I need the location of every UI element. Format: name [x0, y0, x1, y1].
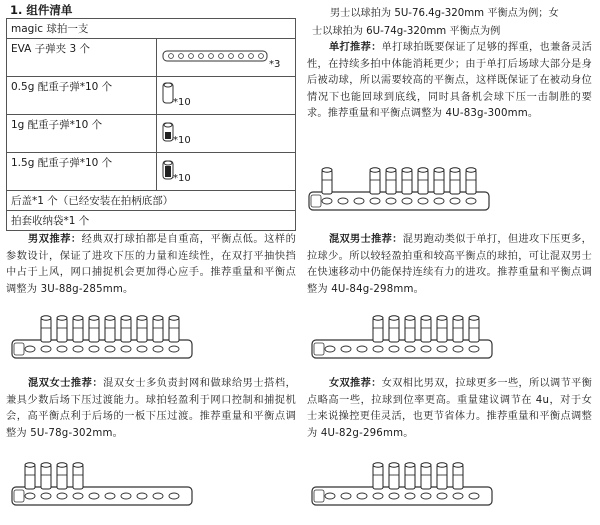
womens-doubles-text: 女双相比男双，拉球更多一些，所以调节平衡点略高一些，拉球到位率更高。重量建议调节在 4u，对于女士来说操控更佳灵活，也更节省体力。推荐重量和平衡点调整为 4U-82g-296mm。: [307, 378, 593, 439]
weight-body: [434, 170, 444, 194]
clip-end-cap: [14, 343, 24, 355]
eva-qty: *3: [269, 59, 281, 70]
weight-15-qty: *10: [173, 173, 191, 184]
weight-body: [453, 465, 463, 489]
weight-top: [25, 463, 35, 467]
clip-slot: [57, 493, 67, 499]
row-label: EVA 子弹夹 3 个: [7, 39, 157, 77]
clip-slot: [469, 346, 479, 352]
clip-slot: [57, 346, 67, 352]
clip-slot: [322, 198, 332, 204]
weight-body: [437, 465, 447, 489]
clip-slot: [370, 198, 380, 204]
weight-05-qty: *10: [173, 97, 191, 108]
clip-weight: [421, 316, 431, 342]
clip-end-cap: [311, 195, 321, 207]
weight-body: [322, 170, 332, 194]
clip-weight: [169, 316, 179, 342]
weight-top: [57, 316, 67, 320]
clip-slot: [25, 493, 35, 499]
mens-doubles-text: 经典双打球拍都是自重高，平衡点低。这样的参数设计，保证了进攻下压的力量和连续性，在双打平抽快挡中占于上风，网口捕捉机会更加得心应手。推荐重量和平衡点调整为 3U-88g-285mm。: [6, 234, 297, 295]
clip-slot: [466, 198, 476, 204]
weight-top: [41, 316, 51, 320]
singles-title: 单打推荐：: [329, 42, 382, 53]
components-table: [6, 18, 296, 231]
clip-bar: [312, 340, 492, 358]
clip-weight: [386, 168, 396, 194]
weight-body: [469, 318, 479, 342]
table-row: [7, 19, 296, 39]
weight-05-cell: [157, 77, 296, 115]
clip-slot: [354, 198, 364, 204]
clip-weight: [25, 463, 35, 489]
clip-weight: [453, 316, 463, 342]
clip-slot: [434, 198, 444, 204]
clip-slot: [357, 493, 367, 499]
weight-body: [73, 318, 83, 342]
clip-weight: [437, 316, 447, 342]
singles-text: 单打球拍既要保证了足够的挥重，也兼备灵活性，在持续多拍中体能消耗更少；由于单打后场球大部分是身后被动球，所以需要较高的平衡点，这样既保证了在被动身位情况下也能回球到底线，同时具备机会球下压一击制胜的要求。推荐重量和平衡点调整为 4U-83g-300mm。: [307, 42, 593, 119]
weight-body: [137, 318, 147, 342]
section-heading: 1. 组件清单: [10, 3, 73, 17]
row-label: 1g 配重子弹*10 个: [7, 115, 157, 153]
clip-weight: [434, 168, 444, 194]
clip-slot: [169, 493, 179, 499]
clip-bar: [12, 487, 192, 505]
row-label: magic 球拍一支: [7, 19, 296, 39]
clip-slot: [41, 346, 51, 352]
clip-weight: [73, 316, 83, 342]
clip-slot: [105, 346, 115, 352]
clip-slot: [405, 493, 415, 499]
clip-slot: [25, 346, 35, 352]
weight-body: [389, 465, 399, 489]
weight-top: [105, 316, 115, 320]
clip-slot: [73, 346, 83, 352]
clip-slot: [357, 346, 367, 352]
weight-body: [466, 170, 476, 194]
clip-slot: [373, 346, 383, 352]
clip-slot: [105, 493, 115, 499]
table-row: [7, 115, 296, 153]
clip-slot: [450, 198, 460, 204]
weight-top: [57, 463, 67, 467]
row-label: 1.5g 配重子弹*10 个: [7, 153, 157, 191]
clip-weight: [373, 463, 383, 489]
weight-top: [322, 168, 332, 172]
clip-slot: [389, 493, 399, 499]
clip-slot: [325, 493, 335, 499]
weight-1-qty: *10: [173, 135, 191, 146]
clip-weight: [57, 316, 67, 342]
clip-slot: [325, 346, 335, 352]
clip-slot: [338, 198, 348, 204]
weight-top: [137, 316, 147, 320]
weight-body: [89, 318, 99, 342]
clip-slot: [89, 346, 99, 352]
eva-clip-cell: [157, 39, 296, 77]
weight-body: [121, 318, 131, 342]
weight-body: [386, 170, 396, 194]
clip-weight: [89, 316, 99, 342]
clip-bar: [312, 487, 492, 505]
weight-top: [405, 316, 415, 320]
weight-body: [402, 170, 412, 194]
clip-slot: [421, 346, 431, 352]
clip-slot: [153, 346, 163, 352]
weight-body: [73, 465, 83, 489]
weight-top: [421, 463, 431, 467]
clip-slot: [402, 198, 412, 204]
weight-top: [41, 463, 51, 467]
clip-weight: [466, 168, 476, 194]
weight-top: [121, 316, 131, 320]
clip-slot: [41, 493, 51, 499]
clip-slot: [373, 493, 383, 499]
clip-weight: [421, 463, 431, 489]
weight-body: [373, 465, 383, 489]
weight-top: [450, 168, 460, 172]
clip-weight: [121, 316, 131, 342]
weight-body: [41, 465, 51, 489]
weight-top: [402, 168, 412, 172]
clip-weight: [105, 316, 115, 342]
clip-slot: [341, 493, 351, 499]
mens-doubles-recommendation: [6, 232, 296, 298]
mixed-men-recommendation: [307, 232, 592, 298]
clip-slot: [453, 493, 463, 499]
clip-end-cap: [14, 490, 24, 502]
clip-slot: [121, 493, 131, 499]
clip-weight: [389, 463, 399, 489]
weight-body: [105, 318, 115, 342]
weight-top: [370, 168, 380, 172]
weight-top: [437, 316, 447, 320]
clip-slot: [137, 493, 147, 499]
weight-top: [373, 316, 383, 320]
mixed-women-recommendation: [6, 376, 296, 442]
weight-1-cell: [157, 115, 296, 153]
clip-slot: [405, 346, 415, 352]
weight-top: [421, 316, 431, 320]
weight-top: [373, 463, 383, 467]
clip-weight: [402, 168, 412, 194]
weight-top: [73, 316, 83, 320]
weight-body: [389, 318, 399, 342]
weight-top: [405, 463, 415, 467]
table-row: [7, 153, 296, 191]
clip-bar: [309, 192, 489, 210]
mixed-men-title: 混双男士推荐：: [329, 234, 403, 245]
clip-weight: [453, 463, 463, 489]
womens-doubles-clip-diagram: [308, 455, 498, 513]
mens-doubles-title: 男双推荐：: [28, 234, 82, 245]
clip-slot: [153, 493, 163, 499]
womens-doubles-recommendation: [307, 376, 592, 442]
table-row: [7, 77, 296, 115]
weight-body: [153, 318, 163, 342]
singles-clip-diagram: [305, 160, 495, 218]
weight-top: [389, 463, 399, 467]
clip-weight: [418, 168, 428, 194]
mens-doubles-clip-diagram: [8, 308, 198, 366]
weight-body: [57, 318, 67, 342]
clip-weight: [373, 316, 383, 342]
clip-slot: [137, 346, 147, 352]
weight-body: [437, 318, 447, 342]
weight-top: [386, 168, 396, 172]
table-row: [7, 39, 296, 77]
clip-slot: [169, 346, 179, 352]
clip-weight: [437, 463, 447, 489]
clip-slot: [437, 346, 447, 352]
clip-weight: [41, 463, 51, 489]
clip-weight: [322, 168, 332, 194]
clip-slot: [437, 493, 447, 499]
row-label: 后盖*1 个（已经安装在拍柄底部）: [7, 191, 296, 211]
clip-weight: [137, 316, 147, 342]
weight-15-cell: [157, 153, 296, 191]
weight-top: [466, 168, 476, 172]
clip-weight: [389, 316, 399, 342]
intro-line-2: 士以球拍为 6U-74g-320mm 平衡点为例: [312, 26, 501, 37]
womens-doubles-title: 女双推荐：: [329, 378, 382, 389]
weight-top: [153, 316, 163, 320]
clip-weight: [57, 463, 67, 489]
weight-top: [418, 168, 428, 172]
weight-body: [418, 170, 428, 194]
singles-recommendation: [307, 40, 592, 123]
weight-body: [370, 170, 380, 194]
mixed-women-title: 混双女士推荐：: [28, 378, 104, 389]
clip-slot: [341, 346, 351, 352]
weight-top: [453, 463, 463, 467]
weight-body: [450, 170, 460, 194]
weight-top: [389, 316, 399, 320]
clip-weight: [405, 463, 415, 489]
weight-top: [169, 316, 179, 320]
weight-body: [25, 465, 35, 489]
clip-slot: [453, 346, 463, 352]
weight-top: [73, 463, 83, 467]
clip-slot: [73, 493, 83, 499]
weight-body: [57, 465, 67, 489]
clip-weight: [73, 463, 83, 489]
table-row: [7, 211, 296, 231]
weight-body: [421, 318, 431, 342]
weight-body: [169, 318, 179, 342]
clip-slot: [469, 493, 479, 499]
clip-weight: [469, 316, 479, 342]
clip-end-cap: [314, 343, 324, 355]
weight-body: [405, 465, 415, 489]
clip-slot: [386, 198, 396, 204]
clip-weight: [370, 168, 380, 194]
intro-line-1: 男士以球拍为 5U-76.4g-320mm 平衡点为例；女: [330, 8, 559, 19]
mixed-women-clip-diagram: [8, 455, 198, 513]
clip-weight: [153, 316, 163, 342]
mixed-women-text: 混双女士多负责封网和做球给男士搭档，兼具少数后场下压过渡能力。球拍轻盈利于网口控制和捕捉机会，高平衡点利于后场的一板下压过渡。推荐重量和平衡点调整为 5U-78g-302mm。: [6, 378, 296, 439]
row-label: 0.5g 配重子弹*10 个: [7, 77, 157, 115]
weight-body: [453, 318, 463, 342]
weight-top: [434, 168, 444, 172]
weight-top: [437, 463, 447, 467]
table-row: [7, 191, 296, 211]
weight-body: [405, 318, 415, 342]
clip-bar: [12, 340, 192, 358]
clip-end-cap: [314, 490, 324, 502]
clip-slot: [421, 493, 431, 499]
weight-body: [373, 318, 383, 342]
clip-weight: [41, 316, 51, 342]
clip-weight: [405, 316, 415, 342]
clip-slot: [121, 346, 131, 352]
weight-body: [41, 318, 51, 342]
clip-slot: [389, 346, 399, 352]
mixed-men-text: 混男跑动类似于单打，但进攻下压更多，拉球少。所以较轻盈拍重和较高平衡点的球拍，可让混双男士在快速移动中仍能保持连续有力的进攻。推荐重量和平衡点调整为 4U-84g-298mm。: [307, 234, 592, 295]
clip-weight: [450, 168, 460, 194]
mixed-men-clip-diagram: [308, 308, 498, 366]
weight-top: [453, 316, 463, 320]
row-label: 拍套收纳袋*1 个: [7, 211, 296, 231]
weight-body: [421, 465, 431, 489]
clip-slot: [89, 493, 99, 499]
clip-slot: [418, 198, 428, 204]
weight-top: [469, 316, 479, 320]
weight-top: [89, 316, 99, 320]
